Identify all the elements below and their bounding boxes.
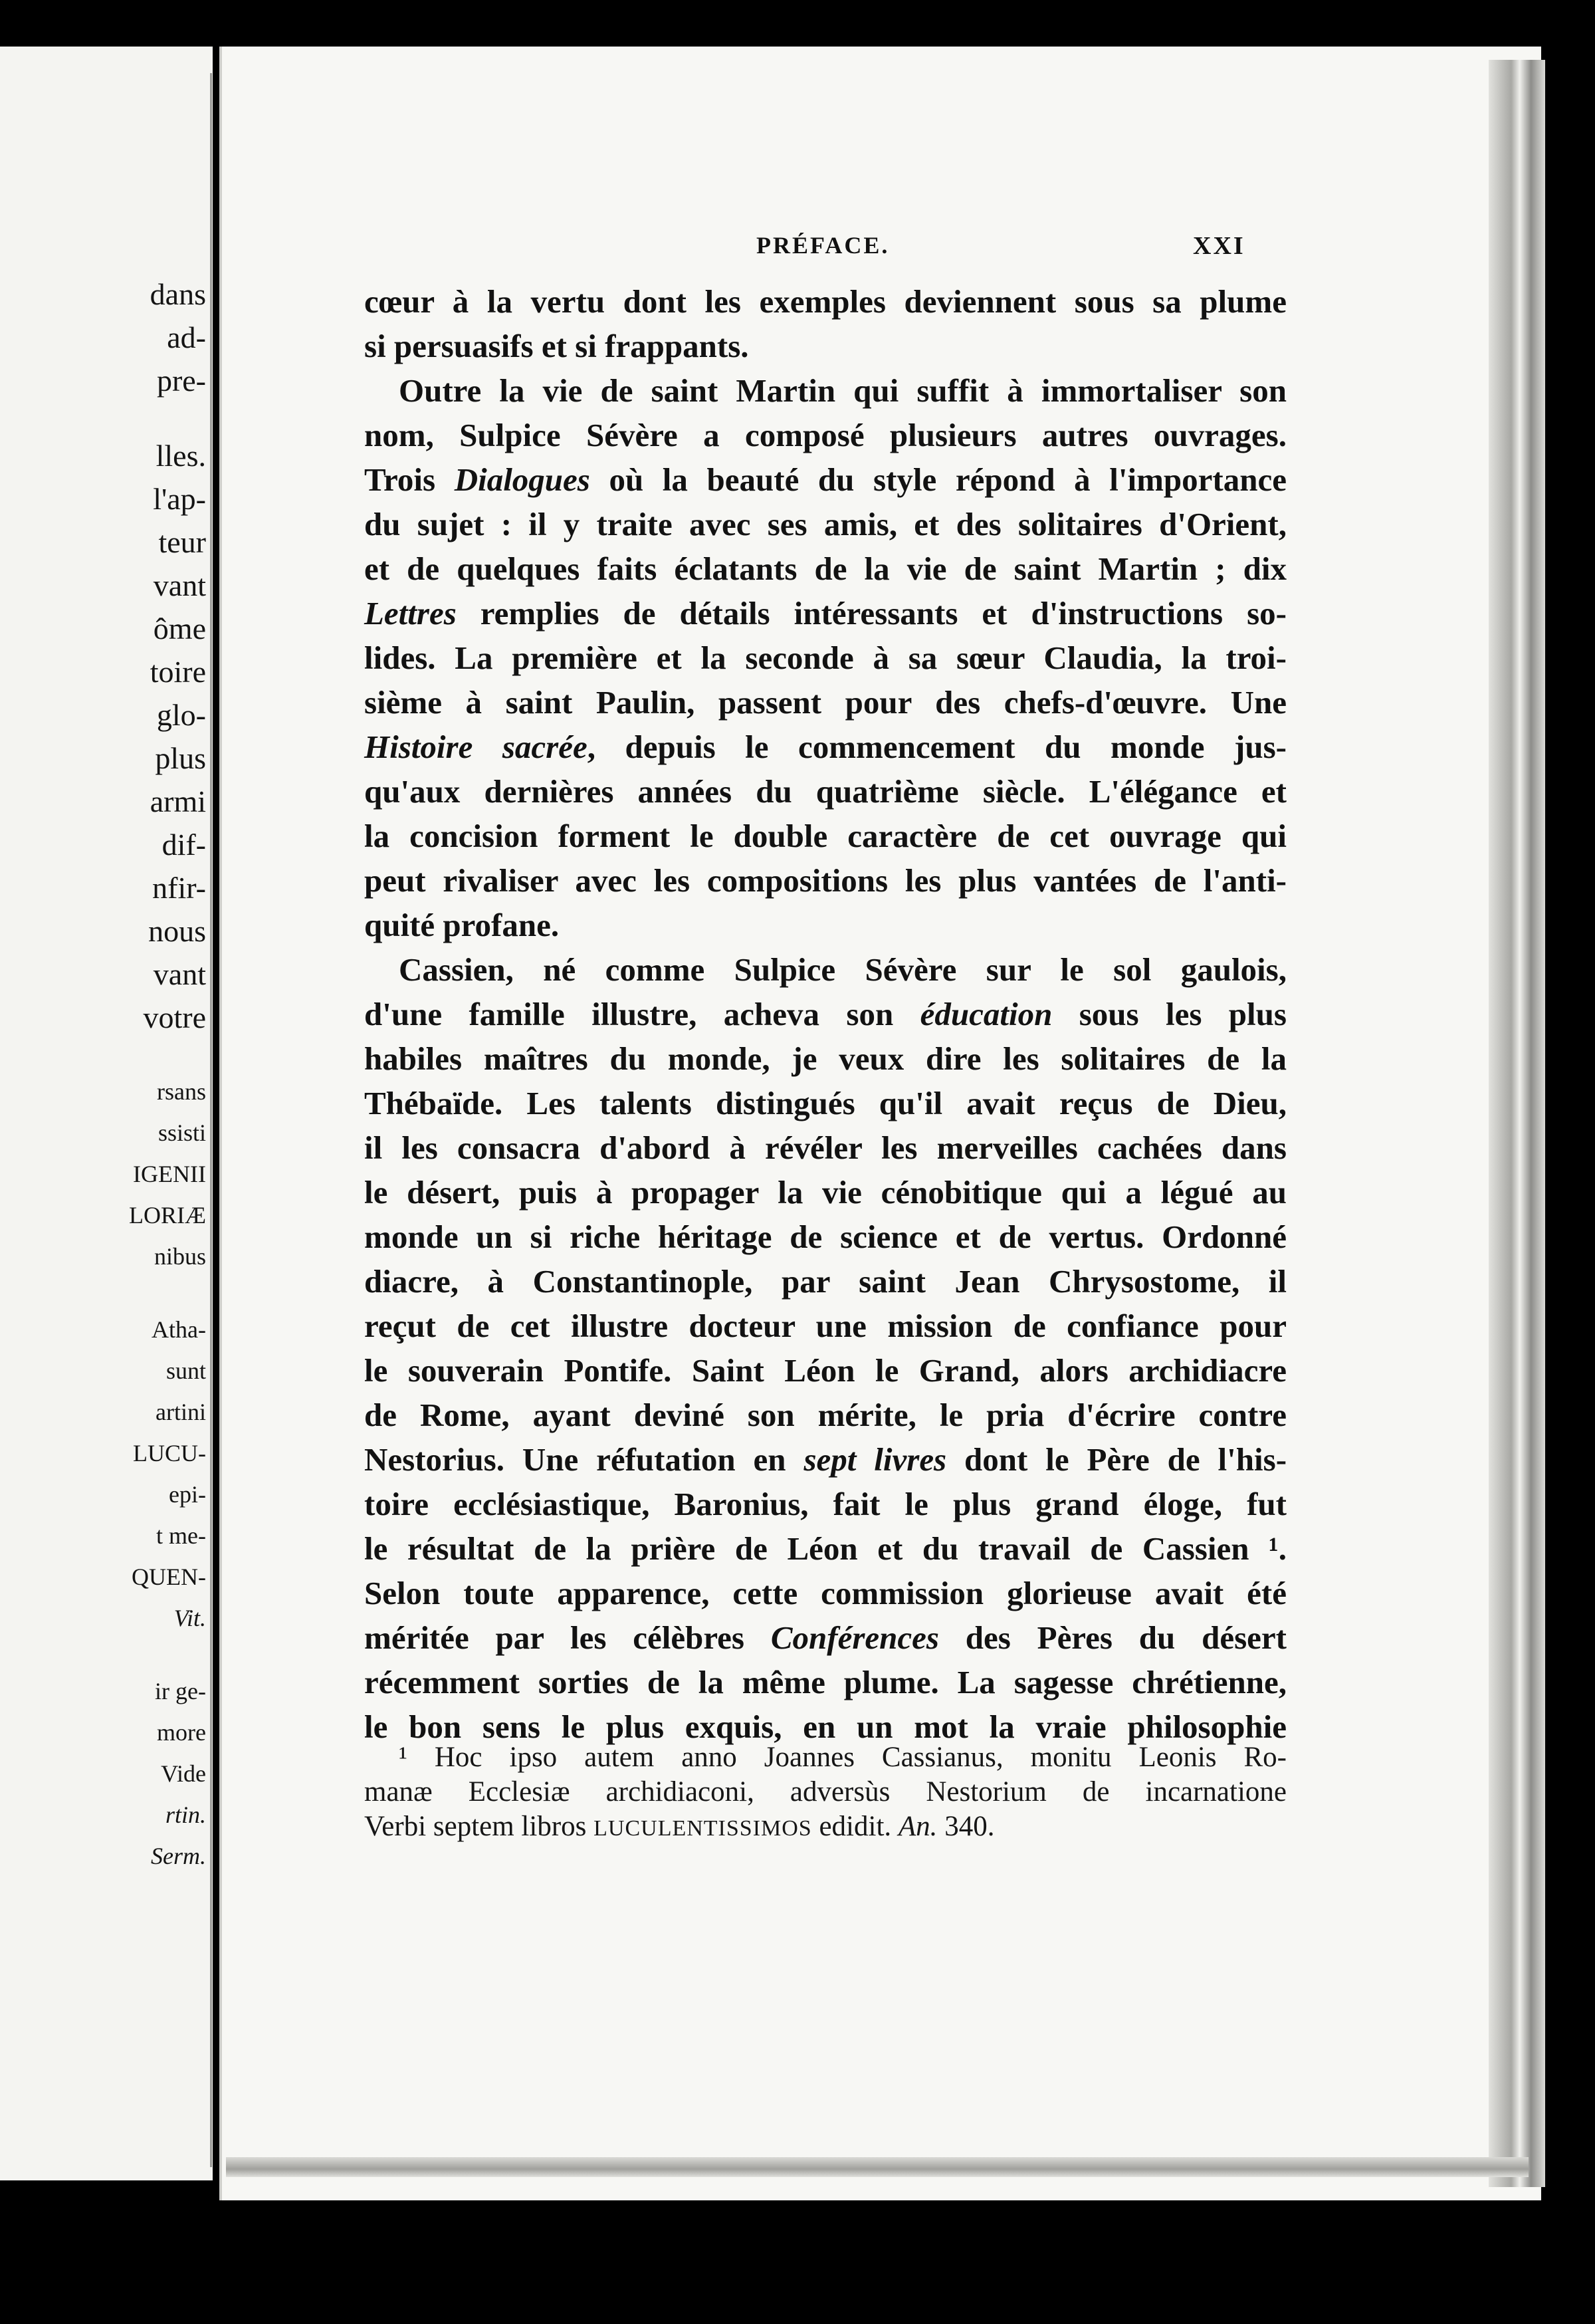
left-gap bbox=[129, 402, 206, 434]
left-note-line: rtin. bbox=[165, 1801, 206, 1828]
left-note-line: Serm. bbox=[151, 1843, 206, 1869]
text-line: sième à saint Paulin, passent pour des chefs-d'œuvre. Une bbox=[364, 684, 1287, 721]
italic-title: Lettres bbox=[364, 595, 457, 632]
text-line: si persuasifs et si frappants. bbox=[364, 328, 749, 364]
text-line: nom, Sulpice Sévère a composé plusieurs autres ouvrages. bbox=[364, 417, 1287, 453]
footnote-line: manæ Ecclesiæ archidiaconi, adversùs Nestorium de incarnatione bbox=[364, 1776, 1287, 1807]
italic-title: Conférences bbox=[770, 1619, 939, 1656]
left-line: nous bbox=[148, 914, 206, 948]
text-run: , depuis le commencement du monde jus- bbox=[587, 729, 1287, 765]
left-gap bbox=[129, 1039, 206, 1071]
text-line: le souverain Pontife. Saint Léon le Grand, alors archidiacre bbox=[364, 1352, 1287, 1389]
italic-abbrev: An. bbox=[898, 1811, 938, 1842]
text-run: Trois bbox=[364, 461, 455, 498]
italic-title: Dialogues bbox=[454, 461, 590, 498]
left-note-line: LORIÆ bbox=[129, 1202, 206, 1228]
text-line: Thébaïde. Les talents distingués qu'il avait reçus de Dieu, bbox=[364, 1085, 1287, 1121]
text-line: cœur à la vertu dont les exemples deviennent sous sa plume bbox=[364, 283, 1287, 320]
page-number: XXI bbox=[1193, 232, 1245, 260]
text-line bbox=[364, 591, 1287, 636]
left-note-line: Vide bbox=[161, 1760, 206, 1787]
text-line: du sujet : il y traite avec ses amis, et des solitaires d'Orient, bbox=[364, 506, 1287, 542]
text-line: qu'aux dernières années du quatrième siècle. L'élégance et bbox=[364, 773, 1287, 810]
left-line: nfir- bbox=[152, 871, 206, 905]
text-line: et de quelques faits éclatants de la vie de saint Martin ; dix bbox=[364, 550, 1287, 587]
left-note-line: epi- bbox=[169, 1481, 206, 1508]
left-note-line: QUEN- bbox=[132, 1564, 206, 1590]
left-note-line: Atha- bbox=[152, 1316, 206, 1343]
footnote-line bbox=[364, 1809, 1287, 1844]
left-line: l'ap- bbox=[153, 482, 206, 516]
left-note-line: IGENII bbox=[133, 1161, 206, 1187]
left-note-line: sunt bbox=[165, 1357, 206, 1384]
text-line: il les consacra d'abord à révéler les merveilles cachées dans bbox=[364, 1129, 1287, 1166]
left-note-line: LUCU- bbox=[133, 1440, 206, 1466]
text-run: Verbi septem libros bbox=[364, 1811, 594, 1842]
left-line: teur bbox=[158, 525, 206, 559]
left-line: votre bbox=[143, 1000, 206, 1034]
italic-title: Histoire sacrée bbox=[364, 729, 587, 765]
footnote-line: ¹ Hoc ipso autem anno Joannes Cassianus, monitu Leonis Ro- bbox=[399, 1742, 1287, 1773]
text-run: méritée par les célèbres bbox=[364, 1619, 771, 1656]
left-line: dans bbox=[150, 277, 206, 311]
text-run: où la beauté du style répond à l'importance bbox=[589, 461, 1287, 498]
text-line: habiles maîtres du monde, je veux dire les solitaires de la bbox=[364, 1040, 1287, 1077]
left-line: plus bbox=[155, 741, 206, 775]
text-run: 340. bbox=[937, 1811, 995, 1842]
left-note-line: t me- bbox=[156, 1522, 206, 1549]
left-line: ad- bbox=[167, 320, 206, 354]
italic-word: éducation bbox=[920, 996, 1053, 1032]
left-page-text bbox=[129, 273, 206, 1877]
text-line bbox=[364, 1615, 1287, 1660]
text-line bbox=[364, 1437, 1287, 1482]
text-line: Selon toute apparence, cette commission glorieuse avait été bbox=[364, 1575, 1287, 1611]
text-line bbox=[364, 992, 1287, 1036]
left-note-line: ir ge- bbox=[155, 1678, 206, 1704]
text-line bbox=[364, 457, 1287, 502]
text-run: remplies de détails intéressants et d'instructions so- bbox=[456, 595, 1287, 632]
text-line: lides. La première et la seconde à sa sœur Claudia, la troi- bbox=[364, 639, 1287, 676]
left-note-line: ssisti bbox=[158, 1119, 206, 1146]
small-caps-word: LUCULENTISSIMOS bbox=[593, 1816, 812, 1841]
text-line bbox=[364, 725, 1287, 769]
page-edge-right bbox=[1489, 60, 1545, 2187]
left-line: toire bbox=[150, 655, 206, 689]
body-text bbox=[364, 279, 1287, 1749]
left-note-line: nibus bbox=[154, 1243, 206, 1270]
left-facing-page bbox=[0, 47, 213, 2180]
text-line: quité profane. bbox=[364, 907, 560, 943]
text-line: toire ecclésiastique, Baronius, fait le plus grand éloge, fut bbox=[364, 1486, 1287, 1522]
left-line: vant bbox=[153, 568, 206, 602]
text-line: reçut de cet illustre docteur une mission de confiance pour bbox=[364, 1308, 1287, 1344]
text-line: de Rome, ayant deviné son mérite, le pria d'écrire contre bbox=[364, 1397, 1287, 1433]
text-line: Cassien, né comme Sulpice Sévère sur le sol gaulois, bbox=[399, 951, 1287, 988]
left-line: glo- bbox=[156, 698, 206, 732]
text-line: le désert, puis à propager la vie cénobitique qui a légué au bbox=[364, 1174, 1287, 1211]
text-run: edidit. bbox=[811, 1811, 899, 1842]
left-note-line: Vit. bbox=[173, 1605, 206, 1631]
left-line: dif- bbox=[161, 828, 206, 862]
text-run: des Pères du désert bbox=[938, 1619, 1287, 1656]
left-note-line: artini bbox=[156, 1399, 206, 1425]
left-line: armi bbox=[150, 784, 206, 818]
running-header: PRÉFACE. bbox=[756, 232, 890, 259]
text-line: monde un si riche héritage de science et de vertus. Ordonné bbox=[364, 1219, 1287, 1255]
left-line: pre- bbox=[156, 364, 206, 398]
text-line: peut rivaliser avec les compositions les plus vantées de l'anti- bbox=[364, 862, 1287, 899]
left-line: ôme bbox=[153, 612, 206, 645]
text-run: d'une famille illustre, acheva son bbox=[364, 996, 920, 1032]
text-line: la concision forment le double caractère de cet ouvrage qui bbox=[364, 818, 1287, 854]
left-line: vant bbox=[153, 957, 206, 991]
left-note-line: more bbox=[157, 1719, 206, 1746]
text-run: dont le Père de l'his- bbox=[946, 1441, 1287, 1478]
left-gap bbox=[129, 1277, 206, 1309]
text-line: le bon sens le plus exquis, en un mot la vraie philosophie bbox=[364, 1708, 1287, 1745]
text-run: Nestorius. Une réfutation en bbox=[364, 1441, 804, 1478]
text-line: récemment sorties de la même plume. La sagesse chrétienne, bbox=[364, 1664, 1287, 1700]
left-line: lles. bbox=[156, 439, 206, 473]
page-fold-line bbox=[210, 73, 212, 2167]
text-line: diacre, à Constantinople, par saint Jean Chrysostome, il bbox=[364, 1263, 1287, 1300]
text-line: le résultat de la prière de Léon et du travail de Cassien ¹. bbox=[364, 1530, 1287, 1567]
footnote bbox=[364, 1740, 1287, 1844]
text-line: Outre la vie de saint Martin qui suffit à immortaliser son bbox=[399, 372, 1287, 409]
left-note-line: rsans bbox=[157, 1078, 206, 1105]
text-run: sous les plus bbox=[1052, 996, 1287, 1032]
page-edge-bottom bbox=[226, 2157, 1529, 2177]
italic-title: sept livres bbox=[803, 1441, 947, 1478]
left-gap bbox=[129, 1639, 206, 1671]
